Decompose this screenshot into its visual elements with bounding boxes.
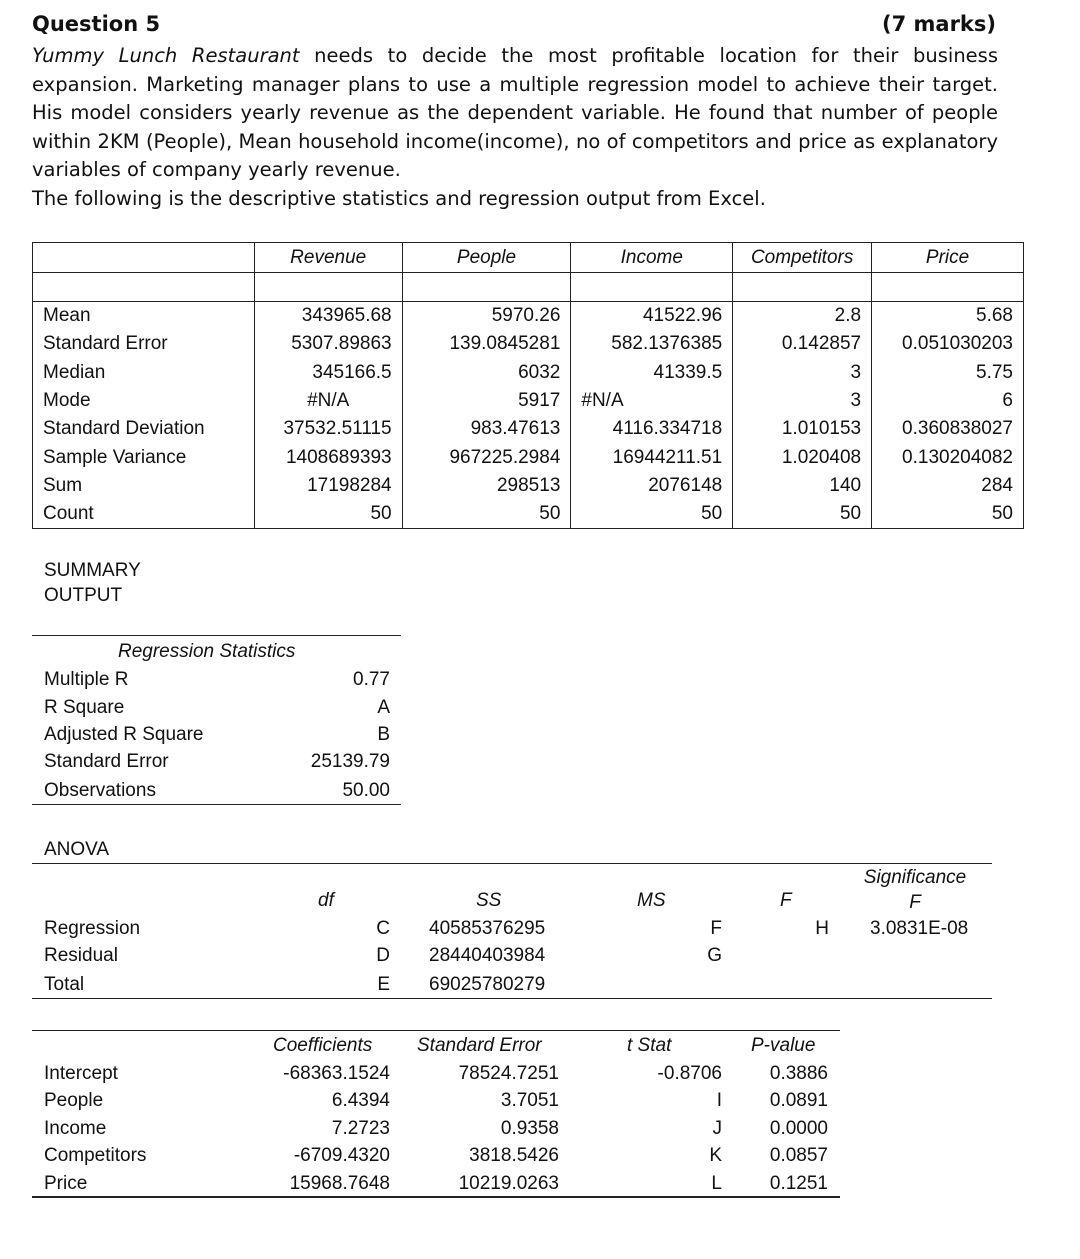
table-row [33, 472, 1024, 500]
table-cell: 3 [733, 387, 872, 415]
anova-header-ss: SS [476, 890, 502, 911]
company-name: Yummy Lunch Restaurant [32, 44, 300, 67]
coef-standard-error: 3818.5426 [469, 1145, 559, 1166]
table-cell: 0.051030203 [872, 330, 1024, 358]
anova-ms: G [707, 945, 722, 966]
table-cell: 298513 [402, 472, 571, 500]
row-label: Mode [33, 387, 255, 415]
coef-header-coefficients: Coefficients [273, 1035, 373, 1056]
reg-stats-bottom-rule [32, 804, 401, 805]
reg-stat-value: 50.00 [342, 780, 390, 801]
table-cell: 50 [402, 500, 571, 529]
column-header: People [402, 243, 571, 273]
anova-significance: 3.0831E-08 [870, 918, 969, 939]
regression-statistics-title: Regression Statistics [118, 641, 296, 662]
table-cell: 582.1376385 [571, 330, 733, 358]
table-cell: 50 [872, 500, 1024, 529]
summary-title-line2: OUTPUT [44, 585, 123, 606]
coef-top-rule [32, 1030, 840, 1031]
reg-stat-label: Standard Error [44, 751, 169, 772]
row-label: Count [33, 500, 255, 529]
anova-f: H [815, 918, 829, 939]
question-header [32, 10, 996, 42]
coef-row-label: Income [44, 1118, 107, 1139]
significance-line1: Significance [863, 867, 967, 888]
coef-row-label: People [44, 1090, 104, 1111]
table-cell: #N/A [254, 387, 402, 415]
table-cell: 343965.68 [254, 302, 402, 331]
reg-stat-value: B [377, 724, 390, 745]
table-cell: 5917 [402, 387, 571, 415]
table-row [33, 500, 1024, 529]
reg-stat-label: Adjusted R Square [44, 724, 204, 745]
table-row [33, 415, 1024, 443]
anova-header-ms: MS [637, 890, 666, 911]
table-cell: 5.75 [872, 359, 1024, 387]
anova-ms: F [710, 918, 722, 939]
coef-standard-error: 10219.0263 [458, 1173, 559, 1194]
table-row [33, 387, 1024, 415]
coef-bottom-rule [32, 1196, 840, 1198]
coef-header-standard-error: Standard Error [417, 1035, 542, 1056]
table-cell: 17198284 [254, 472, 402, 500]
descriptive-statistics-table [32, 242, 1024, 529]
table-cell: 983.47613 [402, 415, 571, 443]
coef-row-label: Price [44, 1173, 88, 1194]
table-cell: 50 [571, 500, 733, 529]
coef-p-value: 0.3886 [769, 1063, 828, 1084]
anova-ss: 28440403984 [429, 945, 546, 966]
table-cell: 5970.26 [402, 302, 571, 331]
reg-stat-value: A [377, 697, 390, 718]
column-header: Revenue [254, 243, 402, 273]
row-label: Median [33, 359, 255, 387]
table-cell: 140 [733, 472, 872, 500]
question-description: needs to decide the most profitable location for their business expansion. Marketing manager plans to use a multiple regression model to achieve their target. His model considers yearly revenue as the dependent variable. He found that number of people within 2KM (People), Mean household income(income), no of competitors and price as explanatory variables of company yearly revenue. [32, 44, 999, 182]
coef-row-label: Competitors [44, 1145, 147, 1166]
table-cell: 2076148 [571, 472, 733, 500]
coef-p-value: 0.0000 [769, 1118, 828, 1139]
table-cell: 0.142857 [733, 330, 872, 358]
table-cell: 1.020408 [733, 443, 872, 471]
table-cell: 41522.96 [571, 302, 733, 331]
table-row [33, 359, 1024, 387]
anova-title: ANOVA [44, 839, 110, 860]
column-header: Income [571, 243, 733, 273]
reg-stats-top-rule [32, 635, 401, 636]
anova-df: E [377, 974, 390, 995]
table-cell: 50 [733, 500, 872, 529]
coef-p-value: 0.0891 [769, 1090, 828, 1111]
coef-header-p-value: P-value [751, 1035, 816, 1056]
anova-bottom-rule [32, 998, 992, 999]
table-cell: 3 [733, 359, 872, 387]
anova-header-df: df [318, 890, 334, 911]
coef-standard-error: 3.7051 [500, 1090, 559, 1111]
table-cell: 6032 [402, 359, 571, 387]
descriptive-spacer-row [33, 273, 1024, 302]
table-cell: 50 [254, 500, 402, 529]
anova-row-label: Total [44, 974, 85, 995]
table-cell: 284 [872, 472, 1024, 500]
table-cell: 1408689393 [254, 443, 402, 471]
anova-row-label: Residual [44, 945, 118, 966]
coef-t-stat: -0.8706 [657, 1063, 722, 1084]
row-label: Mean [33, 302, 255, 331]
coef-p-value: 0.1251 [769, 1173, 828, 1194]
reg-stat-label: R Square [44, 697, 125, 718]
coef-t-stat: K [709, 1145, 722, 1166]
question-body [32, 42, 998, 214]
table-cell: 2.8 [733, 302, 872, 331]
table-row [33, 302, 1024, 331]
coef-row-label: Intercept [44, 1063, 118, 1084]
table-cell: 5307.89863 [254, 330, 402, 358]
table-cell: 1.010153 [733, 415, 872, 443]
coef-header-t-stat: t Stat [627, 1035, 672, 1056]
table-row [33, 443, 1024, 471]
coef-value: 7.2723 [331, 1118, 390, 1139]
coef-value: 6.4394 [331, 1090, 390, 1111]
column-header: Competitors [733, 243, 872, 273]
question-marks: (7 marks) [882, 12, 996, 36]
coef-value: -68363.1524 [283, 1063, 390, 1084]
table-cell: 345166.5 [254, 359, 402, 387]
anova-header-significance [845, 865, 985, 915]
anova-ss: 40585376295 [429, 918, 546, 939]
column-header: Price [872, 243, 1024, 273]
reg-stat-value: 25139.79 [310, 751, 390, 772]
row-label: Standard Deviation [33, 415, 255, 443]
coef-value: -6709.4320 [293, 1145, 390, 1166]
table-row [33, 330, 1024, 358]
coef-t-stat: L [711, 1173, 722, 1194]
row-label: Sample Variance [33, 443, 255, 471]
coef-standard-error: 0.9358 [500, 1118, 559, 1139]
question-intro: The following is the descriptive statistics and regression output from Excel. [32, 186, 766, 210]
table-cell: 0.130204082 [872, 443, 1024, 471]
summary-output-title [44, 558, 141, 608]
table-cell: 37532.51115 [254, 415, 402, 443]
table-cell: #N/A [571, 387, 733, 415]
reg-stat-label: Observations [44, 780, 156, 801]
coef-p-value: 0.0857 [769, 1145, 828, 1166]
anova-ss: 69025780279 [429, 974, 546, 995]
reg-stat-value: 0.77 [353, 669, 390, 690]
table-cell: 6 [872, 387, 1024, 415]
coef-value: 15968.7648 [289, 1173, 390, 1194]
anova-df: C [376, 918, 390, 939]
question-title: Question 5 [32, 12, 161, 36]
table-cell: 4116.334718 [571, 415, 733, 443]
table-cell: 0.360838027 [872, 415, 1024, 443]
reg-stat-label: Multiple R [44, 669, 129, 690]
anova-df: D [376, 945, 390, 966]
table-cell: 41339.5 [571, 359, 733, 387]
significance-line2: F [909, 892, 921, 913]
row-label: Sum [33, 472, 255, 500]
question-text [32, 42, 998, 185]
table-cell: 5.68 [872, 302, 1024, 331]
table-cell: 967225.2984 [402, 443, 571, 471]
coef-t-stat: I [716, 1090, 722, 1111]
coef-t-stat: J [712, 1118, 722, 1139]
summary-title-line1: SUMMARY [44, 560, 141, 581]
anova-top-rule [32, 863, 992, 864]
coef-standard-error: 78524.7251 [458, 1063, 559, 1084]
descriptive-header-row [33, 243, 1024, 273]
table-cell: 139.0845281 [402, 330, 571, 358]
table-cell: 16944211.51 [571, 443, 733, 471]
row-label: Standard Error [33, 330, 255, 358]
anova-header-f: F [780, 890, 792, 911]
descriptive-corner-cell [33, 243, 255, 273]
anova-row-label: Regression [44, 918, 141, 939]
